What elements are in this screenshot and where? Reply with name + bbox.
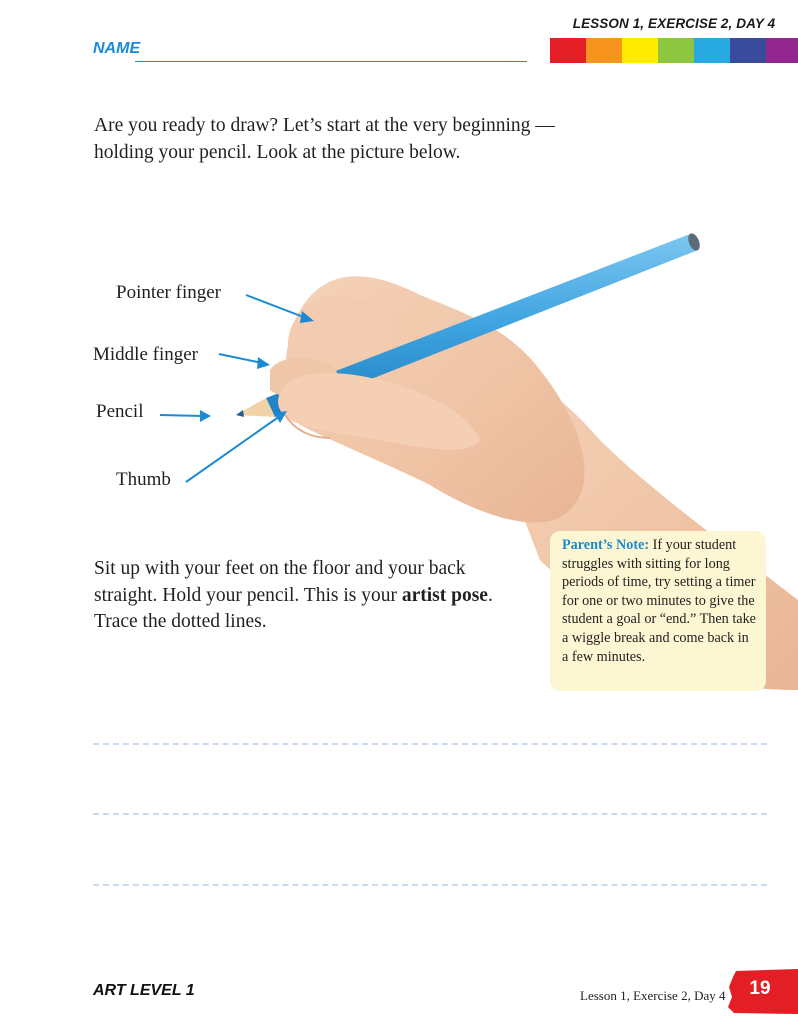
thumb-arrow: [186, 416, 280, 482]
color-bar-segment: [622, 38, 658, 63]
intro-line-2: holding your pencil. Look at the picture below.: [94, 142, 461, 163]
intro-line-1: Are you ready to draw? Let’s start at the very beginning —: [94, 115, 555, 136]
parent-note-label: Parent’s Note:: [562, 537, 650, 553]
instructions-line-2-pre: straight. Hold your pencil. This is your: [94, 584, 402, 606]
middle-finger-label: Middle finger: [93, 344, 199, 365]
color-bar-segment: [586, 38, 622, 63]
trace-line-3[interactable]: [93, 884, 767, 886]
parent-note-box: [550, 531, 766, 691]
color-bar-segment: [658, 38, 694, 63]
pencil-arrow: [160, 415, 203, 416]
instructions-text: [94, 556, 544, 636]
color-bar-segment: [694, 38, 730, 63]
name-label: NAME: [93, 40, 141, 57]
pointer-finger-label: Pointer finger: [116, 282, 222, 303]
instructions-line-1: Sit up with your feet on the floor and your back: [94, 558, 466, 579]
trace-line-2[interactable]: [93, 813, 767, 815]
trace-line-1[interactable]: [93, 743, 767, 745]
footer-lesson-label: Lesson 1, Exercise 2, Day 4: [580, 988, 726, 1003]
thumb-label: Thumb: [116, 469, 171, 490]
middle-arrow: [219, 354, 262, 363]
color-bar-segment: [766, 38, 798, 63]
color-bar-segment: [550, 38, 586, 63]
instructions-line-3: Trace the dotted lines.: [94, 611, 267, 632]
pencil-label: Pencil: [96, 401, 144, 422]
instructions-line-2: [94, 583, 544, 610]
instructions-line-2-post: .: [487, 584, 493, 606]
lesson-header: LESSON 1, EXERCISE 2, DAY 4: [572, 16, 776, 31]
artist-pose-term: artist pose: [401, 584, 488, 606]
course-title: ART LEVEL 1: [93, 982, 195, 999]
color-bar-segment: [730, 38, 766, 63]
pointer-arrow: [246, 295, 306, 318]
intro-text: [94, 112, 614, 166]
page-number: 19: [749, 978, 771, 999]
rainbow-color-bar: [550, 38, 798, 63]
name-write-line[interactable]: [135, 61, 527, 62]
parent-note-text: If your student struggles with sitting for long periods of time, try setting a timer for one or two minutes to give the student a goal or “end.” Then take a wiggle break and come back in a few minutes.: [562, 537, 756, 665]
